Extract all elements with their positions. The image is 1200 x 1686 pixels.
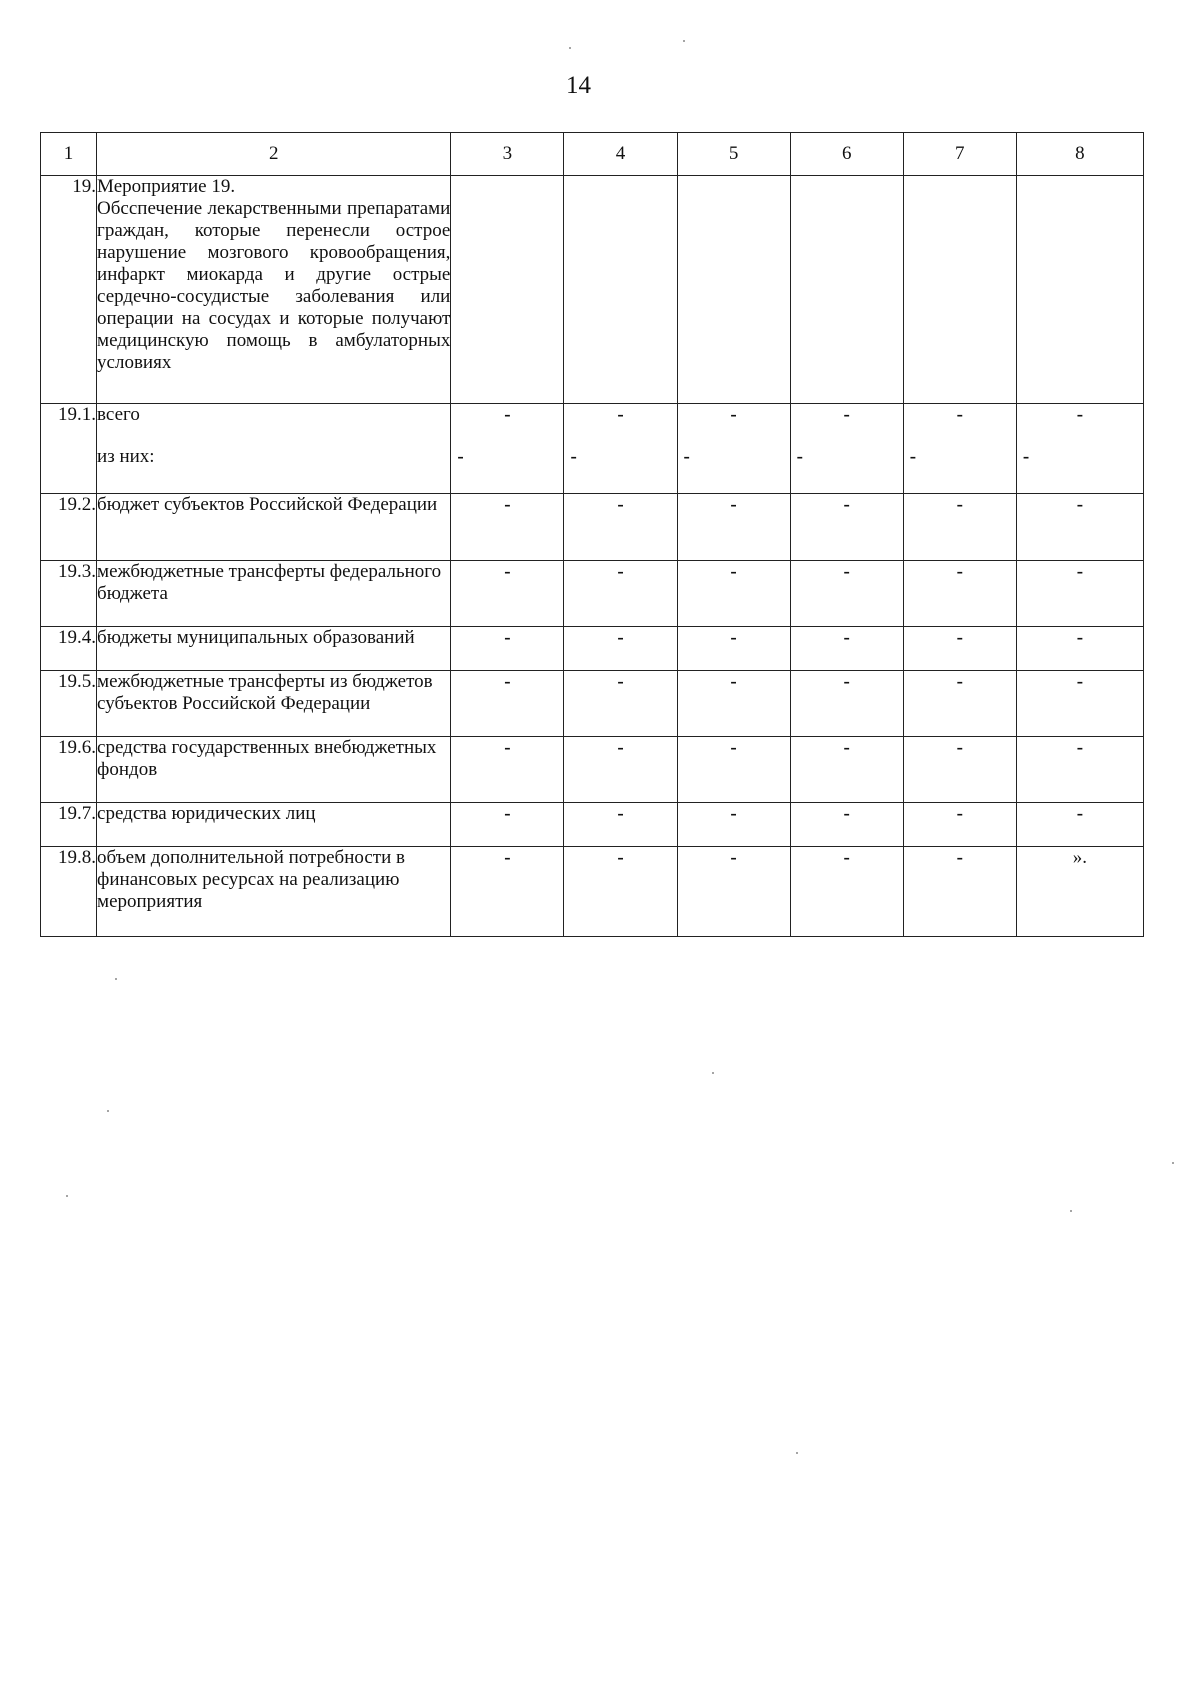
- scan-speck: [569, 47, 571, 49]
- page-number: 14: [566, 72, 591, 99]
- activity-cell: [97, 176, 451, 404]
- empty-cell: [564, 176, 677, 404]
- subtotal-label: из них:: [97, 446, 155, 467]
- scan-speck: [683, 40, 685, 42]
- table-row: [41, 561, 1144, 627]
- scan-speck: [712, 1072, 714, 1074]
- row-number: 19.5.: [41, 671, 97, 737]
- value-cell: -: [790, 803, 903, 847]
- value-cell: -: [564, 561, 677, 627]
- value-cell: -: [790, 671, 903, 737]
- row-number: 19.8.: [41, 847, 97, 937]
- empty-cell: [677, 176, 790, 404]
- value-cell: -: [451, 847, 564, 937]
- value-cell: -: [451, 671, 564, 737]
- value-cell: -: [677, 561, 790, 627]
- scan-speck: [66, 1195, 68, 1197]
- value-cell: - -: [451, 404, 564, 494]
- value-cell: -: [1016, 803, 1143, 847]
- row-number: 19.: [41, 176, 97, 404]
- row-number: 19.2.: [41, 494, 97, 561]
- scan-speck: [1172, 1162, 1174, 1164]
- row-number: 19.1.: [41, 404, 97, 494]
- value-cell: -: [790, 847, 903, 937]
- value-cell: -: [564, 847, 677, 937]
- table-row: [41, 847, 1144, 937]
- value-cell: -: [564, 627, 677, 671]
- value-cell: -: [451, 561, 564, 627]
- value-cell: -: [677, 803, 790, 847]
- value-cell: -: [451, 494, 564, 561]
- row-number: 19.7.: [41, 803, 97, 847]
- activity-description: Обсспечение лекарственными препаратами граждан, которые перенесли острое нарушение мозгового кровообращения, инфаркт миокарда и другие острые сердечно-сосудистые заболевания или операции на сосудах и которые получают медицинскую помощь в амбулаторных условиях: [97, 198, 451, 373]
- empty-cell: [1016, 176, 1143, 404]
- table-row: [41, 627, 1144, 671]
- value-cell: - -: [1016, 404, 1143, 494]
- row-label: средства государственных внебюджетных фондов: [97, 737, 451, 803]
- column-header: 5: [677, 133, 790, 176]
- empty-cell: [790, 176, 903, 404]
- value-cell: -: [790, 561, 903, 627]
- row-label: межбюджетные трансферты из бюджетов субъектов Российской Федерации: [97, 671, 451, 737]
- value-cell: -: [451, 803, 564, 847]
- activity-row: [41, 176, 1144, 404]
- table-header-row: [41, 133, 1144, 176]
- value-cell: -: [1016, 561, 1143, 627]
- value-cell: -: [677, 671, 790, 737]
- value-cell: -: [903, 671, 1016, 737]
- value-cell: -: [903, 494, 1016, 561]
- row-label: межбюджетные трансферты федерального бюджета: [97, 561, 451, 627]
- value-cell: -: [790, 737, 903, 803]
- value-cell: - -: [903, 404, 1016, 494]
- column-header: 2: [97, 133, 451, 176]
- row-label: [97, 404, 451, 494]
- column-header: 6: [790, 133, 903, 176]
- empty-cell: [451, 176, 564, 404]
- scan-speck: [1070, 1210, 1072, 1212]
- value-cell: -: [1016, 494, 1143, 561]
- value-cell: -: [903, 561, 1016, 627]
- scan-speck: [115, 978, 117, 980]
- value-cell: -: [677, 494, 790, 561]
- column-header: 8: [1016, 133, 1143, 176]
- column-header: 1: [41, 133, 97, 176]
- value-cell: ».: [1016, 847, 1143, 937]
- value-cell: -: [564, 803, 677, 847]
- value-cell: -: [903, 627, 1016, 671]
- value-cell: - -: [564, 404, 677, 494]
- table-row: [41, 494, 1144, 561]
- table-row: [41, 671, 1144, 737]
- row-label: бюджет субъектов Российской Федерации: [97, 494, 451, 561]
- column-header: 7: [903, 133, 1016, 176]
- value-cell: -: [1016, 671, 1143, 737]
- column-header: 4: [564, 133, 677, 176]
- column-header: 3: [451, 133, 564, 176]
- value-cell: -: [677, 627, 790, 671]
- row-number: 19.4.: [41, 627, 97, 671]
- value-cell: -: [1016, 627, 1143, 671]
- row-number: 19.3.: [41, 561, 97, 627]
- value-cell: -: [1016, 737, 1143, 803]
- value-cell: -: [903, 847, 1016, 937]
- scan-speck: [107, 1110, 109, 1112]
- value-cell: -: [564, 494, 677, 561]
- value-cell: - -: [677, 404, 790, 494]
- activity-title: Мероприятие 19.: [97, 176, 236, 197]
- empty-cell: [903, 176, 1016, 404]
- value-cell: -: [451, 627, 564, 671]
- row-label: средства юридических лиц: [97, 803, 451, 847]
- budget-table: [40, 132, 1144, 937]
- table-row: [41, 737, 1144, 803]
- value-cell: -: [790, 627, 903, 671]
- row-label: объем дополнительной потребности в финансовых ресурсах на реализацию мероприятия: [97, 847, 451, 937]
- total-label: всего: [97, 404, 140, 425]
- value-cell: -: [564, 671, 677, 737]
- value-cell: -: [790, 494, 903, 561]
- value-cell: -: [451, 737, 564, 803]
- table-row: [41, 404, 1144, 494]
- value-cell: -: [564, 737, 677, 803]
- value-cell: -: [677, 847, 790, 937]
- value-cell: -: [903, 803, 1016, 847]
- value-cell: -: [677, 737, 790, 803]
- value-cell: -: [903, 737, 1016, 803]
- row-label: бюджеты муниципальных образований: [97, 627, 451, 671]
- scan-speck: [796, 1452, 798, 1454]
- value-cell: - -: [790, 404, 903, 494]
- table-row: [41, 803, 1144, 847]
- row-number: 19.6.: [41, 737, 97, 803]
